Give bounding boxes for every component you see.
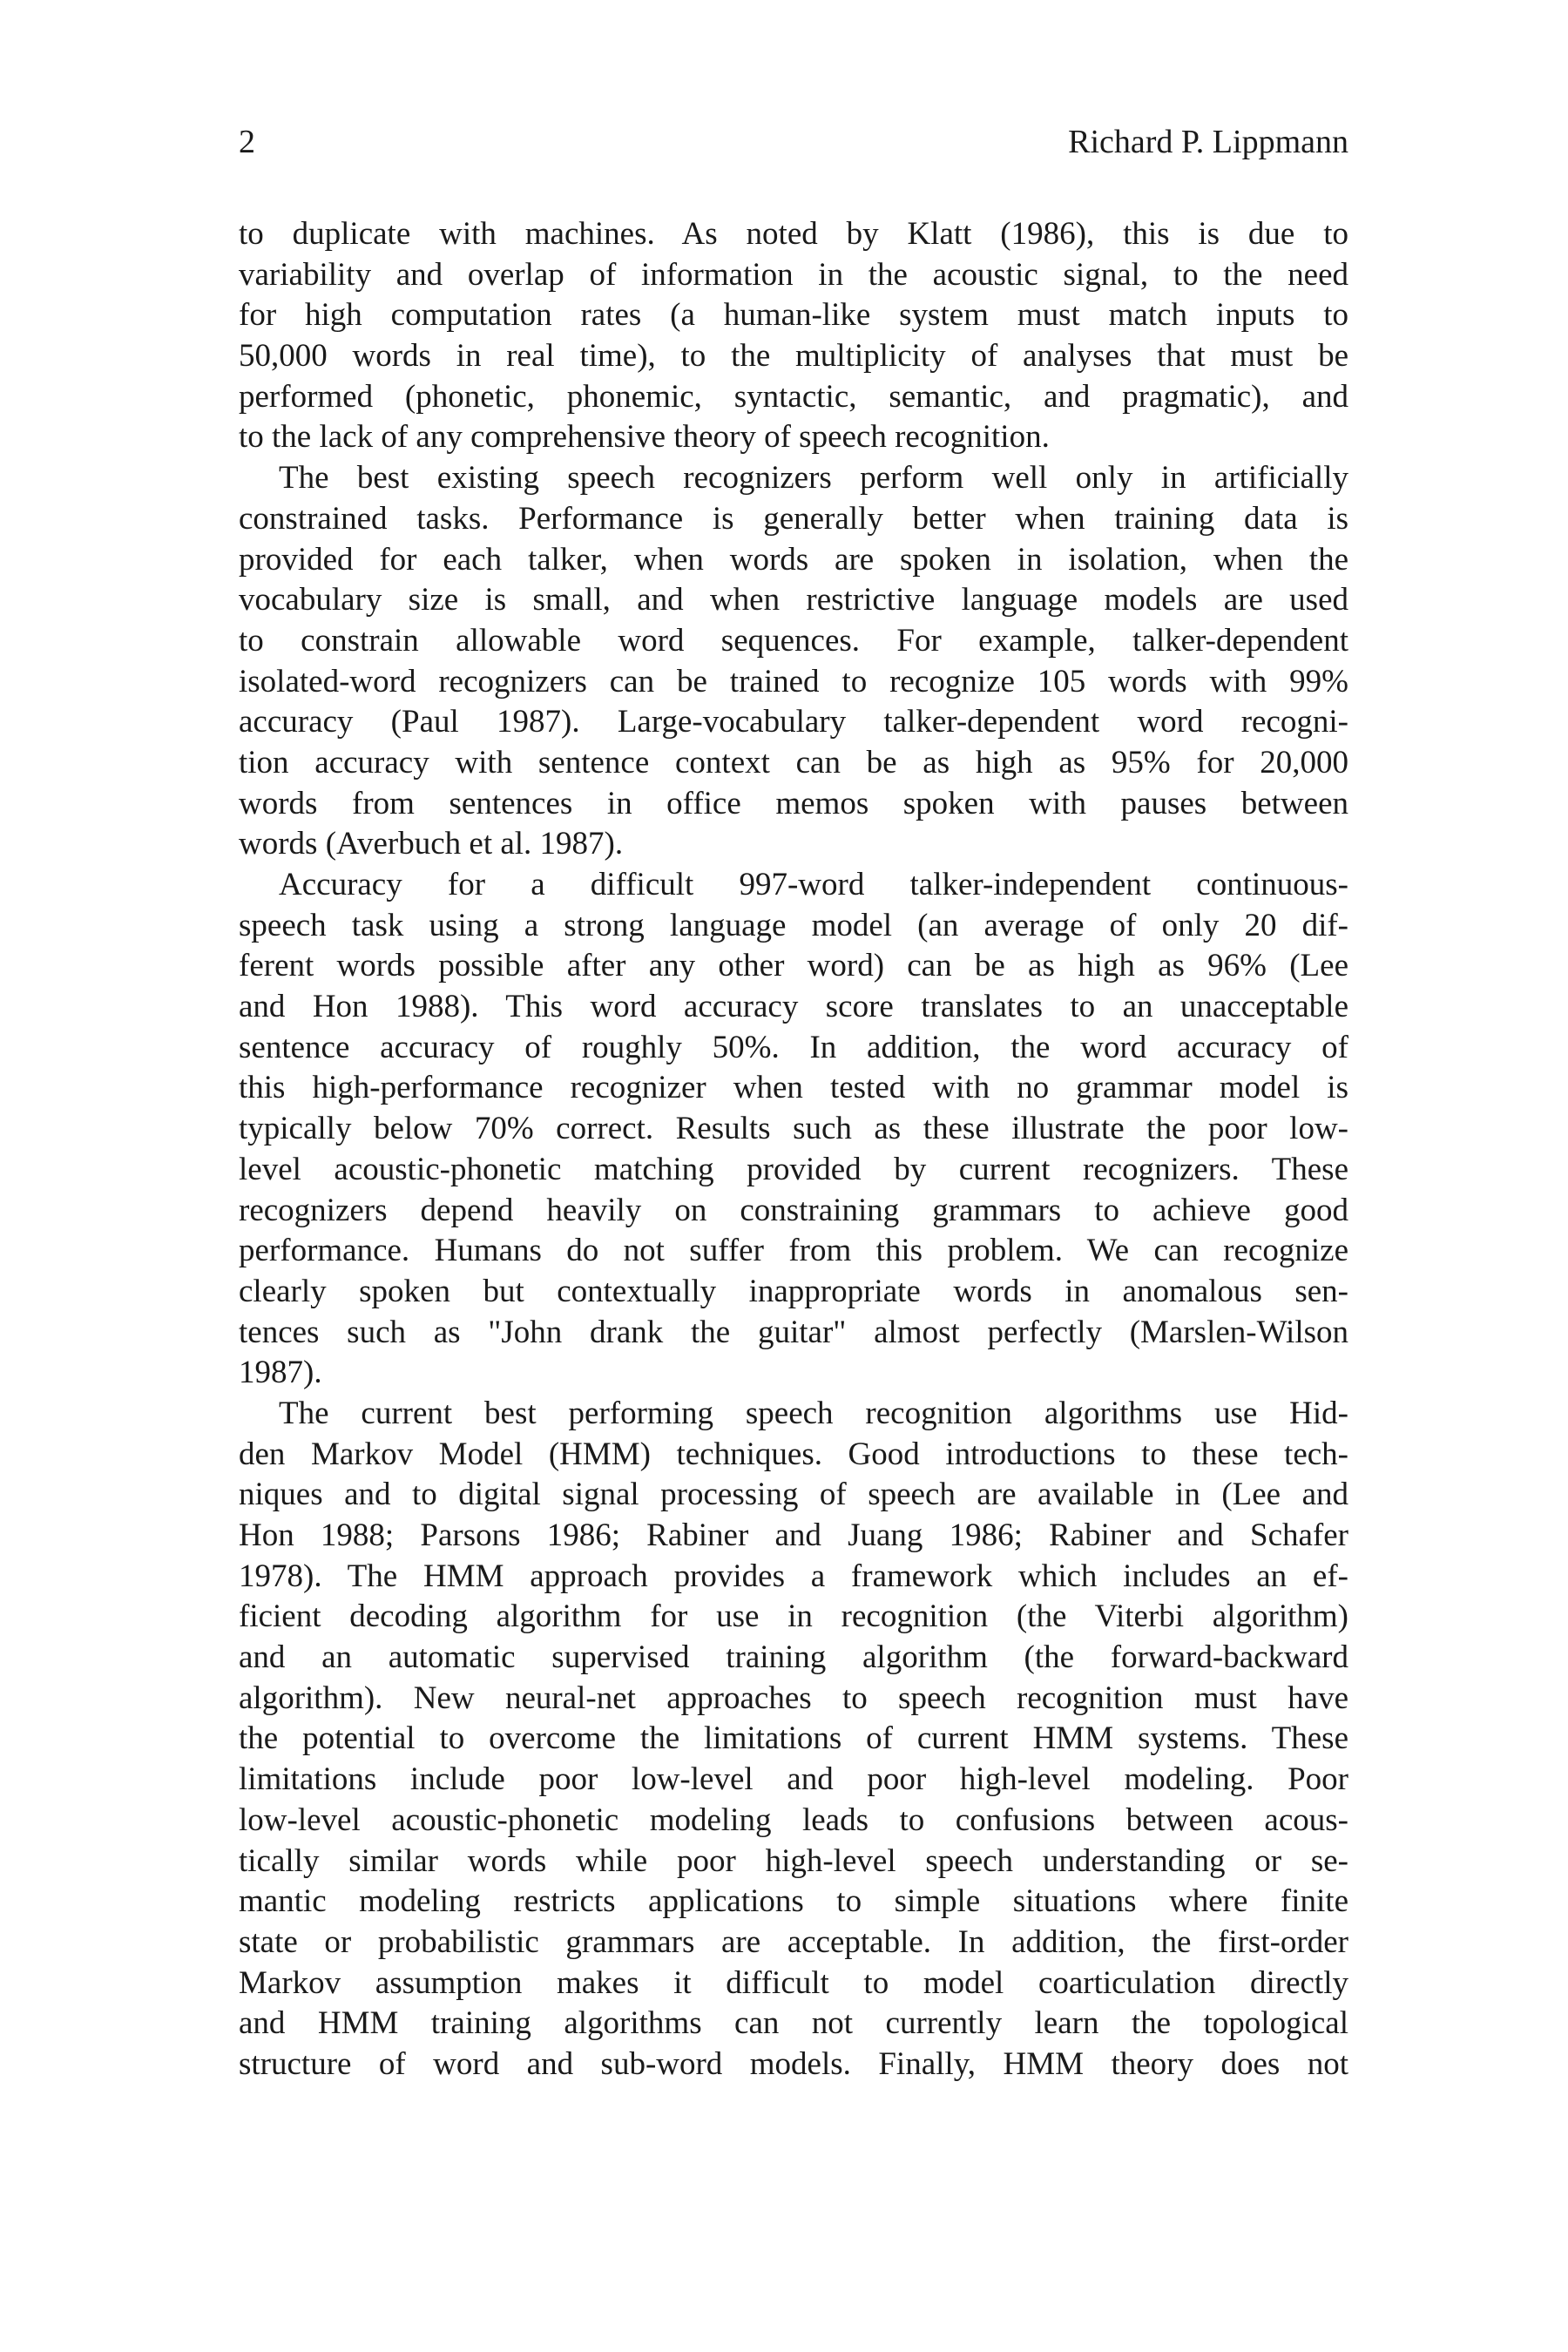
- text-line: Hon 1988; Parsons 1986; Rabiner and Juang 1986; Rabiner and Schafer: [239, 1517, 1348, 1553]
- paragraph: [239, 214, 1348, 458]
- text-line: the potential to overcome the limitations of current HMM systems. These: [239, 1720, 1348, 1757]
- text-line: 1987).: [239, 1355, 322, 1391]
- text-line: isolated-word recognizers can be trained to recognize 105 words with 99%: [239, 663, 1348, 700]
- text-line: performance. Humans do not suffer from this problem. We can recognize: [239, 1233, 1348, 1269]
- page-number: 2: [239, 124, 255, 160]
- text-line: and an automatic supervised training algorithm (the forward-backward: [239, 1639, 1348, 1676]
- text-line: low-level acoustic-phonetic modeling leads to confusions between acous-: [239, 1801, 1348, 1838]
- text-line: ferent words possible after any other word) can be as high as 96% (Lee: [239, 948, 1348, 984]
- paragraph: [239, 865, 1348, 1394]
- text-line: to the lack of any comprehensive theory of speech recognition.: [239, 419, 1050, 456]
- text-line: words from sentences in office memos spoken with pauses between: [239, 785, 1348, 821]
- text-line: sentence accuracy of roughly 50%. In addition, the word accuracy of: [239, 1029, 1348, 1065]
- paragraph: [239, 458, 1348, 865]
- text-line: words (Averbuch et al. 1987).: [239, 826, 624, 862]
- text-line: and HMM training algorithms can not currently learn the topological: [239, 2005, 1348, 2042]
- text-line: tically similar words while poor high-level speech understanding or se-: [239, 1842, 1348, 1879]
- text-line: ficient decoding algorithm for use in recognition (the Viterbi algorithm): [239, 1598, 1348, 1635]
- running-head-author: Richard P. Lippmann: [1068, 124, 1348, 160]
- text-line: 50,000 words in real time), to the multiplicity of analyses that must be: [239, 338, 1348, 375]
- text-line: tences such as "John drank the guitar" almost perfectly (Marslen-Wilson: [239, 1314, 1348, 1350]
- text-line: The current best performing speech recognition algorithms use Hid-: [279, 1395, 1348, 1431]
- text-line: limitations include poor low-level and poor high-level modeling. Poor: [239, 1761, 1348, 1798]
- text-line: recognizers depend heavily on constraining grammars to achieve good: [239, 1192, 1348, 1228]
- text-line: level acoustic-phonetic matching provided by current recognizers. These: [239, 1151, 1348, 1187]
- text-line: and Hon 1988). This word accuracy score translates to an unacceptable: [239, 989, 1348, 1025]
- text-line: provided for each talker, when words are spoken in isolation, when the: [239, 541, 1348, 578]
- body-text: [239, 214, 1348, 2085]
- text-line: constrained tasks. Performance is generally better when training data is: [239, 500, 1348, 537]
- text-line: for high computation rates (a human-like system must match inputs to: [239, 297, 1348, 334]
- text-line: speech task using a strong language model (an average of only 20 dif-: [239, 907, 1348, 943]
- text-line: variability and overlap of information in the acoustic signal, to the need: [239, 256, 1348, 293]
- text-line: mantic modeling restricts applications to simple situations where finite: [239, 1883, 1348, 1920]
- text-line: den Markov Model (HMM) techniques. Good introductions to these tech-: [239, 1436, 1348, 1472]
- text-line: structure of word and sub-word models. Finally, HMM theory does not: [239, 2045, 1348, 2082]
- paragraph: [239, 1394, 1348, 2085]
- text-line: The best existing speech recognizers perform well only in artificially: [279, 460, 1348, 497]
- text-line: vocabulary size is small, and when restrictive language models are used: [239, 582, 1348, 618]
- text-line: tion accuracy with sentence context can be as high as 95% for 20,000: [239, 744, 1348, 781]
- text-line: typically below 70% correct. Results such as these illustrate the poor low-: [239, 1111, 1348, 1147]
- text-line: this high-performance recognizer when tested with no grammar model is: [239, 1070, 1348, 1106]
- text-line: to constrain allowable word sequences. For example, talker-dependent: [239, 622, 1348, 659]
- text-line: Accuracy for a difficult 997-word talker-independent continuous-: [279, 867, 1348, 902]
- text-line: to duplicate with machines. As noted by Klatt (1986), this is due to: [239, 216, 1348, 252]
- text-line: niques and to digital signal processing of speech are available in (Lee and: [239, 1477, 1348, 1513]
- page-header: [239, 120, 1348, 164]
- text-line: state or probabilistic grammars are acceptable. In addition, the first-order: [239, 1923, 1348, 1960]
- text-line: accuracy (Paul 1987). Large-vocabulary talker-dependent word recogni-: [239, 704, 1348, 740]
- text-line: 1978). The HMM approach provides a framework which includes an ef-: [239, 1558, 1348, 1594]
- text-line: clearly spoken but contextually inappropriate words in anomalous sen-: [239, 1273, 1348, 1309]
- text-line: performed (phonetic, phonemic, syntactic, semantic, and pragmatic), and: [239, 378, 1348, 415]
- text-line: Markov assumption makes it difficult to model coarticulation directly: [239, 1964, 1348, 2001]
- text-line: algorithm). New neural-net approaches to speech recognition must have: [239, 1680, 1348, 1716]
